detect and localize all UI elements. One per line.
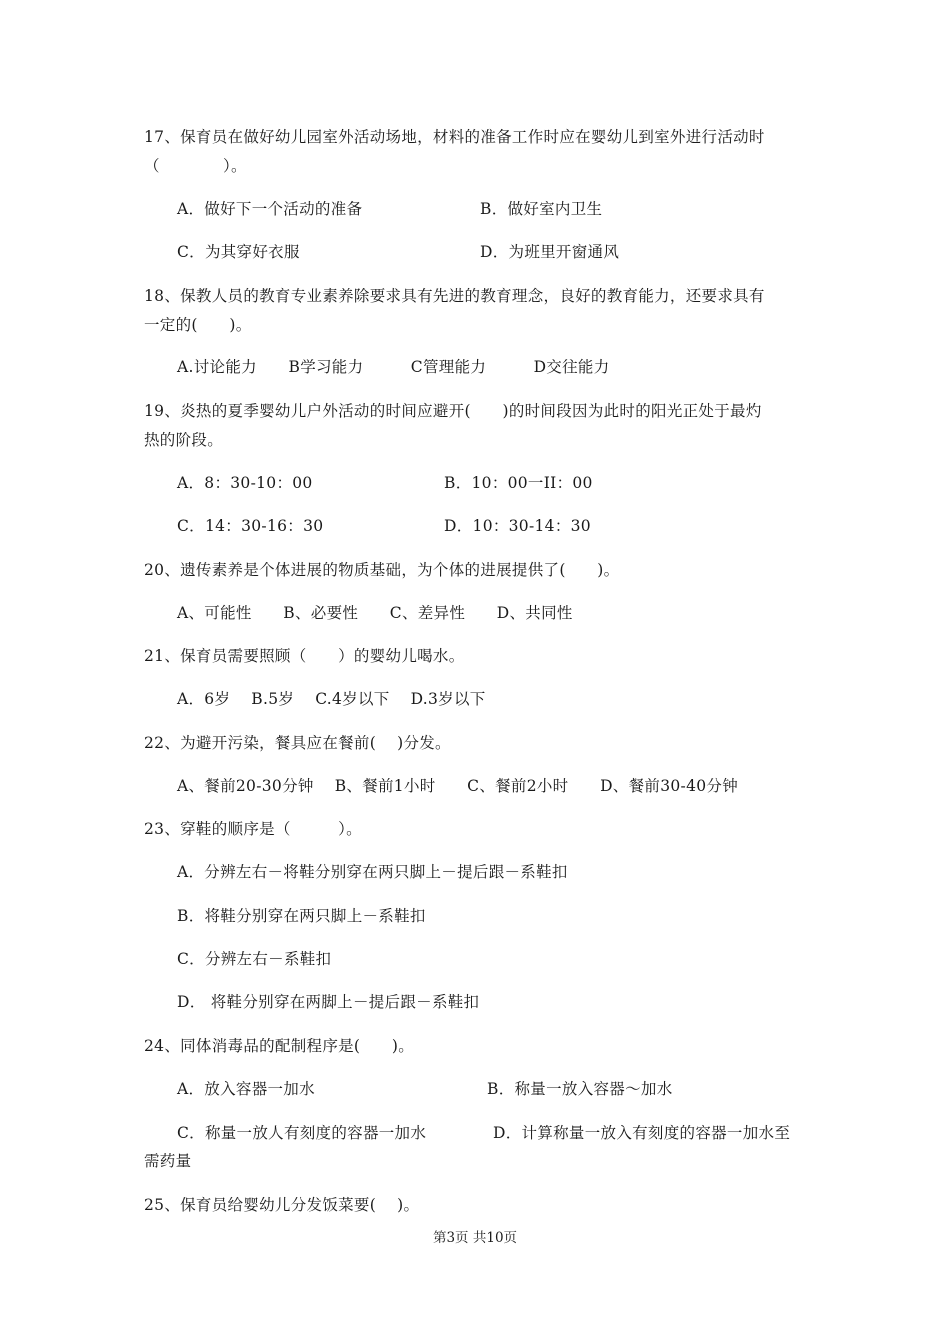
question-17-option-c: C．为其穿好衣服 bbox=[177, 243, 300, 261]
question-25-line-1: 25、保育员给婴幼儿分发饭菜要( )。 bbox=[144, 1196, 420, 1214]
question-22-options: A、餐前20-30分钟 B、餐前1小时 C、餐前2小时 D、餐前30-40分钟 bbox=[177, 777, 738, 795]
question-23-option-d: D． 将鞋分别穿在两脚上－提后跟－系鞋扣 bbox=[177, 993, 480, 1011]
question-23-option-b: B．将鞋分别穿在两只脚上－系鞋扣 bbox=[177, 907, 426, 925]
question-17-line-2: （ ）。 bbox=[144, 157, 247, 175]
question-17-option-a: A．做好下一个活动的准备 bbox=[177, 200, 363, 218]
question-18-options: A.讨论能力 B学习能力 C管理能力 D交往能力 bbox=[177, 358, 610, 376]
question-24-line-1: 24、同体消毒品的配制程序是( )。 bbox=[144, 1037, 415, 1055]
question-19-option-b: B．10：00一II：00 bbox=[444, 474, 593, 492]
question-19-option-a: A．8：30-10：00 bbox=[177, 474, 313, 492]
question-21-options: A．6岁 B.5岁 C.4岁以下 D.3岁以下 bbox=[177, 690, 486, 708]
question-18-line-1: 18、保教人员的教育专业素养除要求具有先进的教育理念，良好的教育能力，还要求具有 bbox=[144, 287, 765, 305]
page-footer: 第3页 共10页 bbox=[432, 1230, 518, 1246]
question-19-option-c: C．14：30-16：30 bbox=[177, 517, 324, 535]
question-23-option-c: C．分辨左右－系鞋扣 bbox=[177, 950, 332, 968]
question-17-option-b: B．做好室内卫生 bbox=[480, 200, 603, 218]
question-19-line-1: 19、炎热的夏季婴幼儿户外活动的时间应避开( )的时间段因为此时的阳光正处于最灼 bbox=[144, 402, 762, 420]
question-17-option-d: D．为班里开窗通风 bbox=[480, 243, 620, 261]
question-22-line-1: 22、为避开污染，餐具应在餐前( )分发。 bbox=[144, 734, 451, 752]
question-20-line-1: 20、遗传素养是个体进展的物质基础，为个体的进展提供了( )。 bbox=[144, 561, 620, 579]
question-24-option-d: D．计算称量一放入有刻度的容器一加水至 bbox=[493, 1124, 791, 1142]
question-17-line-1: 17、保育员在做好幼儿园室外活动场地，材料的准备工作时应在婴幼儿到室外进行活动时 bbox=[144, 128, 765, 146]
question-19-line-2: 热的阶段。 bbox=[144, 431, 224, 449]
question-23-option-a: A．分辨左右－将鞋分别穿在两只脚上－提后跟－系鞋扣 bbox=[177, 863, 568, 881]
question-19-option-d: D．10：30-14：30 bbox=[444, 517, 591, 535]
question-24-option-b: B．称量一放入容器～加水 bbox=[487, 1080, 673, 1098]
question-21-line-1: 21、保育员需要照顾（ ）的婴幼儿喝水。 bbox=[144, 647, 465, 665]
question-24-continuation: 需药量 bbox=[144, 1152, 192, 1170]
question-24-option-c: C．称量一放人有刻度的容器一加水 bbox=[177, 1124, 427, 1142]
question-20-options: A、可能性 B、必要性 C、差异性 D、共同性 bbox=[177, 604, 573, 622]
question-18-line-2: 一定的( )。 bbox=[144, 316, 252, 334]
question-24-option-a: A．放入容器一加水 bbox=[177, 1080, 315, 1098]
question-23-line-1: 23、穿鞋的顺序是（ ）。 bbox=[144, 820, 362, 838]
